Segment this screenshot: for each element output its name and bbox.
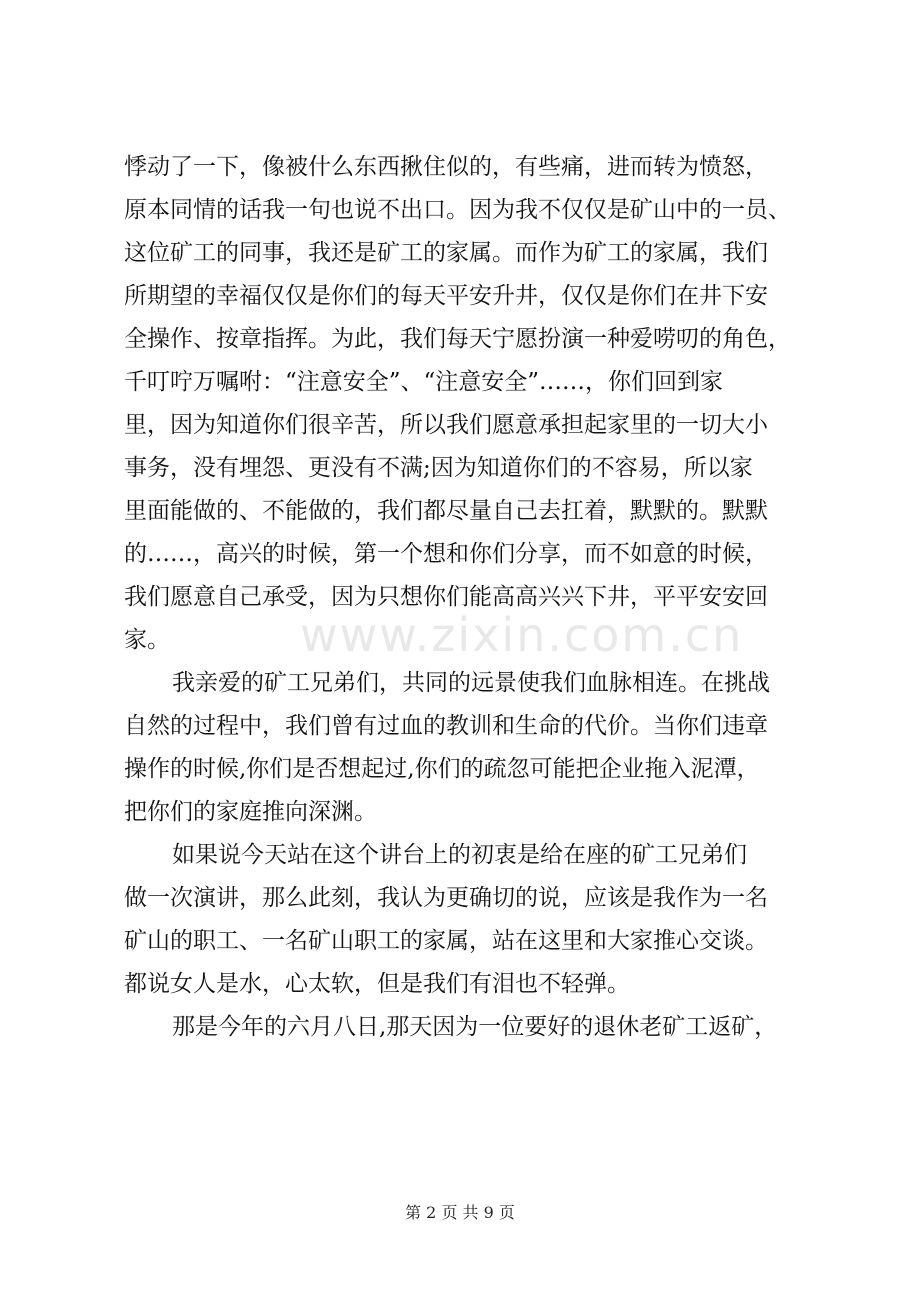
text-line: 悸动了一下，像被什么东西揪住似的，有些痛，进而转为愤怒， [124, 154, 768, 180]
text-line: 那是今年的六月八日,那天因为一位要好的退休老矿工返矿， [172, 1014, 778, 1040]
text-line: 千叮咛万嘱咐：“注意安全”、“注意安全”……，你们回到家 [124, 369, 724, 395]
text-line: 全操作、按章指挥。为此，我们每天宁愿扮演一种爱唠叨的角色， [124, 326, 791, 352]
text-line: 我亲爱的矿工兄弟们，共同的远景使我们血脉相连。在挑战 [172, 670, 770, 696]
text-line: 里，因为知道你们很辛苦，所以我们愿意承担起家里的一切大小 [124, 412, 768, 438]
text-line: 自然的过程中，我们曾有过血的教训和生命的代价。当你们违章 [124, 713, 768, 739]
text-line: 操作的时候,你们是否想起过,你们的疏忽可能把企业拖入泥潭， [124, 756, 760, 782]
text-line: 把你们的家庭推向深渊。 [124, 799, 377, 825]
text-line: 这位矿工的同事，我还是矿工的家属。而作为矿工的家属，我们 [124, 240, 768, 266]
page-footer: 第 2 页 共 9 页 [405, 1203, 515, 1222]
text-line: 原本同情的话我一句也说不出口。因为我不仅仅是矿山中的一员、 [124, 197, 791, 223]
text-line: 里面能做的、不能做的，我们都尽量自己去扛着，默默的。默默 [124, 498, 768, 524]
watermark: www.zixin.com.cn [300, 608, 744, 662]
text-line: 的……，高兴的时候，第一个想和你们分享，而不如意的时候， [124, 541, 768, 567]
text-line: 所期望的幸福仅仅是你们的每天平安升井，仅仅是你们在井下安 [124, 283, 768, 309]
text-line: 事务，没有埋怨、更没有不满;因为知道你们的不容易，所以家 [124, 455, 753, 481]
text-line: 如果说今天站在这个讲台上的初衷是给在座的矿工兄弟们 [172, 842, 747, 868]
text-line: 都说女人是水，心太软，但是我们有泪也不轻弹。 [124, 971, 630, 997]
body-text [124, 146, 814, 1049]
text-line: 矿山的职工、一名矿山职工的家属，站在这里和大家推心交谈。 [124, 928, 768, 954]
text-line: 我们愿意自己承受，因为只想你们能高高兴兴下井，平平安安回 [124, 584, 768, 610]
text-line: 做一次演讲，那么此刻，我认为更确切的说，应该是我作为一名 [124, 885, 768, 911]
text-line: 家。 [124, 627, 170, 653]
